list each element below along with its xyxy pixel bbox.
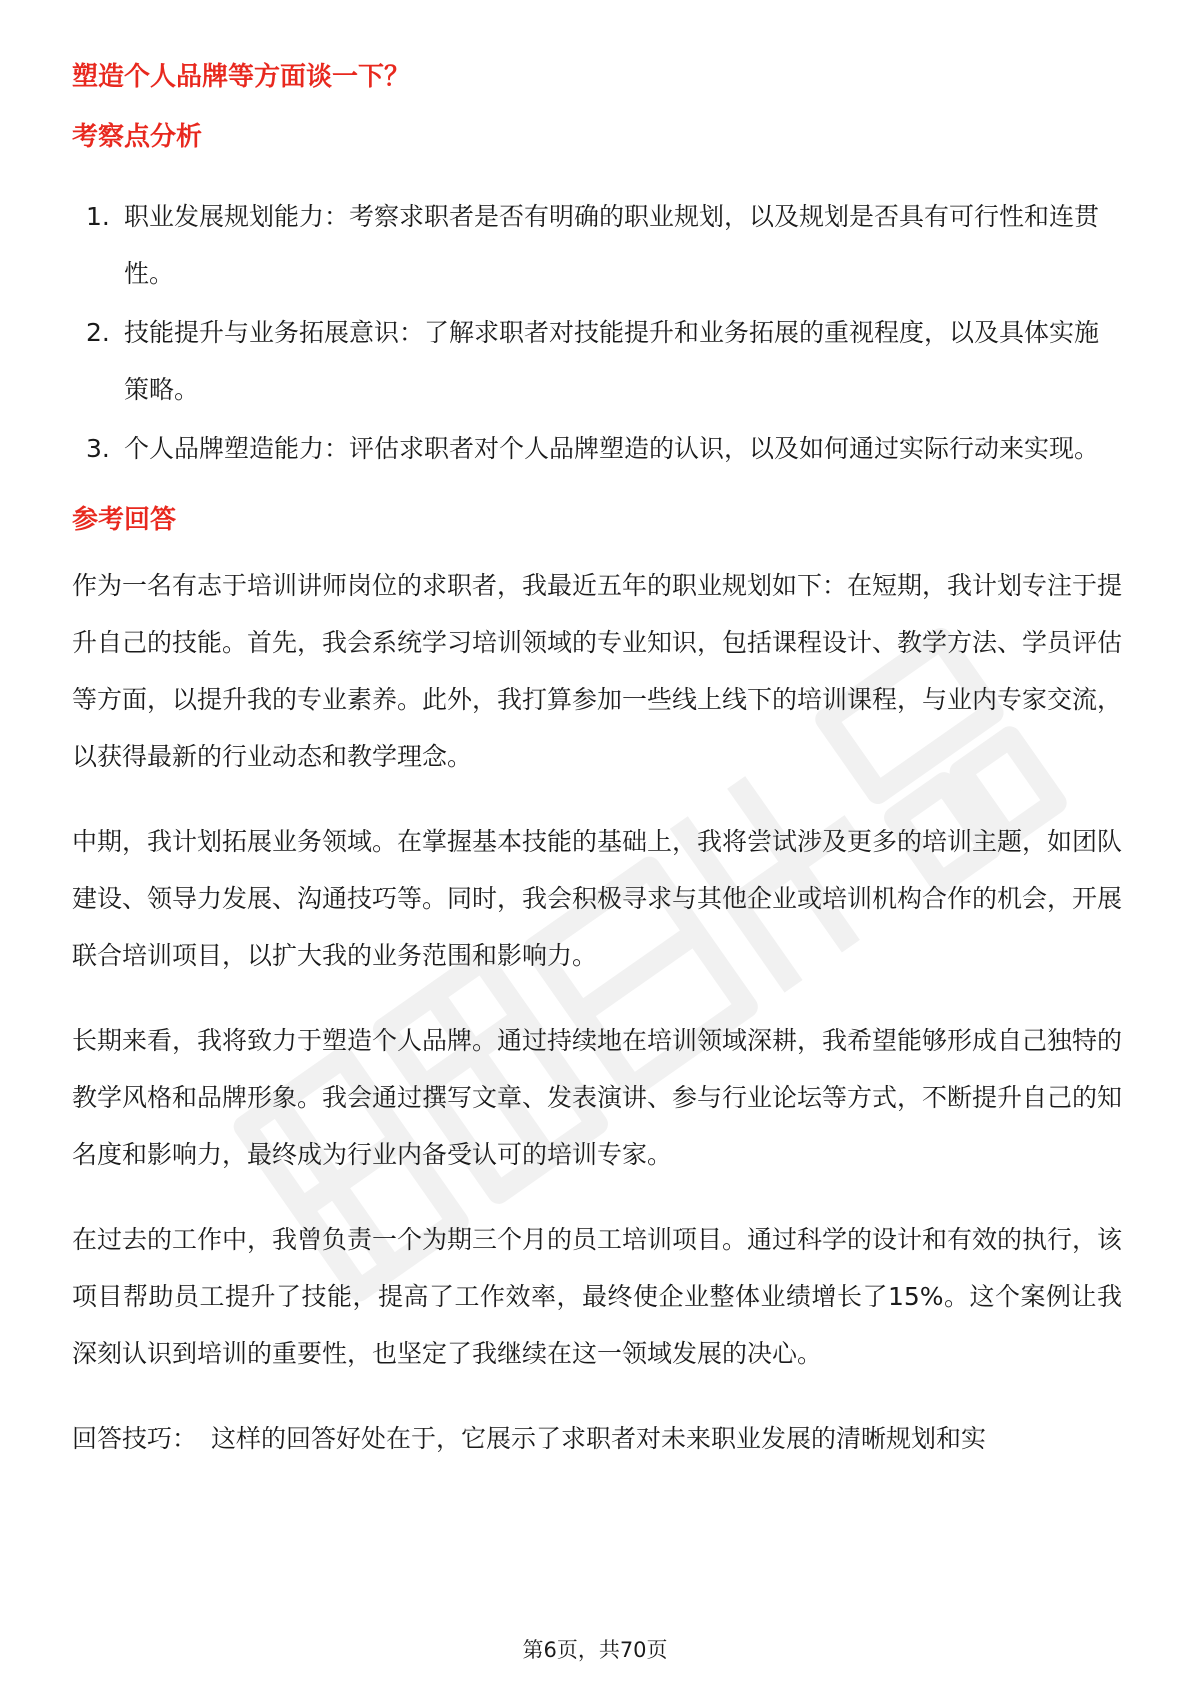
list-item-number: 2. — [86, 318, 110, 347]
list-item — [72, 188, 1122, 302]
answer-body — [72, 557, 1122, 1467]
answer-heading: 参考回答 — [72, 505, 177, 535]
answer-paragraph: 中期，我计划拓展业务领域。在掌握基本技能的基础上，我将尝试涉及更多的培训主题，如团队建设、领导力发展、沟通技巧等。同时，我会积极寻求与其他企业或培训机构合作的机会，开展联合培训项目，以扩大我的业务范围和影响力。 — [72, 827, 1123, 970]
list-item-number: 1. — [86, 202, 110, 231]
list-item — [72, 420, 1122, 477]
list-item — [72, 304, 1122, 418]
answer-tip — [72, 1410, 1122, 1467]
list-item-text: 个人品牌塑造能力：评估求职者对个人品牌塑造的认识，以及如何通过实际行动来实现。 — [124, 434, 1100, 463]
analysis-points-list — [72, 188, 1122, 477]
tip-text: 这样的回答好处在于，它展示了求职者对未来职业发展的清晰规划和实 — [211, 1424, 987, 1453]
analysis-heading: 考察点分析 — [72, 122, 203, 152]
tip-label: 回答技巧： — [72, 1424, 198, 1453]
list-item-number: 3. — [86, 434, 110, 463]
page-content — [72, 56, 1122, 1467]
answer-paragraph: 作为一名有志于培训讲师岗位的求职者，我最近五年的职业规划如下：在短期，我计划专注于提升自己的技能。首先，我会系统学习培训领域的专业知识，包括课程设计、教学方法、学员评估等方面，以提升我的专业素养。此外，我打算参加一些线上线下的培训课程，与业内专家交流，以获得最新的行业动态和教学理念。 — [72, 571, 1123, 771]
answer-paragraph: 长期来看，我将致力于塑造个人品牌。通过持续地在培训领域深耕，我希望能够形成自己独特的教学风格和品牌形象。我会通过撰写文章、发表演讲、参与行业论坛等方式，不断提升自己的知名度和影响力，最终成为行业内备受认可的培训专家。 — [72, 1026, 1123, 1169]
question-title: 塑造个人品牌等方面谈一下？ — [72, 62, 411, 92]
list-item-text: 技能提升与业务拓展意识：了解求职者对技能提升和业务拓展的重视程度，以及具体实施策略。 — [124, 318, 1100, 404]
answer-paragraph: 在过去的工作中，我曾负责一个为期三个月的员工培训项目。通过科学的设计和有效的执行，该项目帮助员工提升了技能，提高了工作效率，最终使企业整体业绩增长了15%。这个案例让我深刻认识到培训的重要性，也坚定了我继续在这一领域发展的决心。 — [72, 1225, 1123, 1368]
page-number-footer: 第6页，共70页 — [522, 1638, 668, 1662]
list-item-text: 职业发展规划能力：考察求职者是否有明确的职业规划，以及规划是否具有可行性和连贯性。 — [124, 202, 1100, 288]
